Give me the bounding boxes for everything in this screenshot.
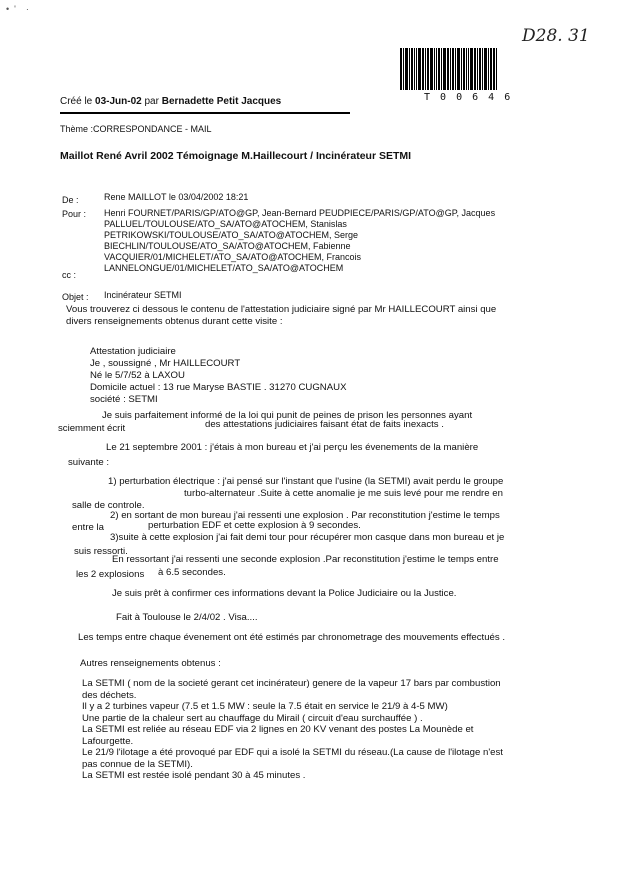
body-line: suivante :	[68, 457, 110, 468]
recipient-line: LANNELONGUE/01/MICHELET/ATO_SA/ATO@ATOCHEM	[104, 263, 344, 273]
body-line: salle de controle.	[72, 500, 145, 511]
objet-value: Incinérateur SETMI	[104, 290, 182, 300]
pour-label: Pour :	[62, 209, 87, 219]
theme: Thème :CORRESPONDANCE - MAIL	[60, 124, 212, 134]
body-line: perturbation EDF et cette explosion à 9 secondes.	[148, 520, 361, 531]
attestation-line: Attestation judiciaire	[90, 346, 176, 357]
intro-line: Vous trouverez ci dessous le contenu de l'attestation judiciaire signé par Mr HAILLECOURT ainsi que	[66, 304, 497, 315]
attestation-line: Je , soussigné , Mr HAILLECOURT	[90, 358, 241, 369]
created-date: 03-Jun-02	[95, 96, 142, 107]
body-line: Autres renseignements obtenus :	[80, 658, 221, 669]
body-line: des attestations judiciaires faisant état de faits inexacts .	[205, 419, 444, 430]
body-line: Le 21/9 l'ilotage a été provoqué par EDF qui a isolé la SETMI du réseau.(La cause de l'ilotage n'est	[82, 747, 503, 758]
body-line: Je suis prêt à confirmer ces informations devant la Police Judiciaire ou la Justice.	[112, 588, 457, 599]
header-rule	[60, 112, 350, 114]
recipient-line: VACQUIER/01/MICHELET/ATO_SA/ATO@ATOCHEM, Francois	[104, 252, 362, 262]
body-line: Lafourgette.	[82, 735, 134, 747]
author: Bernadette Petit Jacques	[161, 96, 282, 107]
by-label: par	[144, 96, 159, 107]
handwritten-reference: D28. 31	[522, 26, 590, 46]
body-line: pas connue de la SETMI).	[82, 758, 193, 770]
created-label: Créé le	[60, 96, 93, 107]
renseignements-block	[82, 678, 503, 782]
body-line: Une partie de la chaleur sert au chauffage du Mirail ( circuit d'eau surchauffée ) .	[82, 712, 423, 724]
body-line: Le 21 septembre 2001 : j'étais à mon bureau et j'ai perçu les évenements de la manière	[106, 442, 479, 453]
body-line: suis ressorti.	[74, 546, 128, 557]
cc-label: cc :	[62, 270, 77, 280]
de-value: Rene MAILLOT le 03/04/2002 18:21	[104, 192, 249, 202]
scan-specks: • ' ·	[6, 4, 29, 14]
intro-paragraph	[66, 304, 496, 328]
body-line: La SETMI est restée isolé pendant 30 à 45 minutes .	[82, 770, 306, 781]
recipient-line: Henri FOURNET/PARIS/GP/ATO@GP, Jean-Bernard PEUDPIECE/PARIS/GP/ATO@GP, Jacques	[104, 208, 496, 218]
body-line: les 2 explosions	[76, 569, 145, 580]
attestation-block	[90, 346, 346, 406]
objet-label: Objet :	[62, 292, 89, 302]
body-line: Je suis parfaitement informé de la loi qui punit de peines de prison les personnes ayant	[102, 410, 473, 421]
body-line: 2) en sortant de mon bureau j'ai ressenti une explosion . Par reconstitution j'estime le temps	[110, 510, 500, 521]
body-line: La SETMI ( nom de la societé gerant cet incinérateur) genere de la vapeur 17 bars par combustion	[82, 678, 501, 689]
body-line: 3)suite à cette explosion j'ai fait demi tour pour récupérer mon casque dans mon bureau et je	[110, 532, 505, 543]
attestation-line: Né le 5/7/52 à LAXOU	[90, 370, 185, 381]
body-line: turbo-alternateur .Suite à cette anomalie je me suis levé pour me rendre en	[184, 488, 503, 499]
body-line: 1) perturbation électrique : j'ai pensé sur l'instant que l'usine (la SETMI) avait perdu le groupe	[108, 476, 504, 487]
body-line: En ressortant j'ai ressenti une seconde explosion .Par reconstitution j'estime le temps entre	[112, 554, 499, 565]
body-line: Les temps entre chaque évenement ont été estimés par chronometrage des mouvements effectués .	[78, 632, 505, 643]
body-line: La SETMI est reliée au réseau EDF via 2 lignes en 20 KV venant des postes La Mounède et	[82, 724, 474, 735]
intro-line: divers renseignements obtenus durant cette visite :	[66, 316, 283, 327]
recipient-line: BIECHLIN/TOULOUSE/ATO_SA/ATO@ATOCHEM, Fabienne	[104, 241, 351, 251]
attestation-line: Domicile actuel : 13 rue Maryse BASTIE . 31270 CUGNAUX	[90, 382, 347, 393]
body-line: Fait à Toulouse le 2/4/02 . Visa....	[116, 612, 258, 623]
body-line: sciemment écrit	[58, 423, 126, 434]
created-line	[60, 96, 281, 107]
recipient-line: PALLUEL/TOULOUSE/ATO_SA/ATO@ATOCHEM, Stanislas	[104, 219, 347, 229]
body-line: à 6.5 secondes.	[158, 567, 226, 578]
de-label: De :	[62, 195, 79, 205]
recipient-line: PETRIKOWSKI/TOULOUSE/ATO_SA/ATO@ATOCHEM, Serge	[104, 230, 359, 240]
barcode-number: T 0 0 6 4 6	[424, 92, 513, 103]
body-line: entre la	[72, 522, 104, 533]
barcode	[400, 48, 520, 90]
document-title: Maillot René Avril 2002 Témoignage M.Haillecourt / Incinérateur SETMI	[60, 150, 412, 162]
pour-recipients	[104, 208, 495, 274]
attestation-line: société : SETMI	[90, 394, 158, 405]
body-line: Il y a 2 turbines vapeur (7.5 et 1.5 MW : seule la 7.5 était en service le 21/9 à 4-5 MW)	[82, 701, 448, 712]
body-line: des déchets.	[82, 689, 137, 701]
